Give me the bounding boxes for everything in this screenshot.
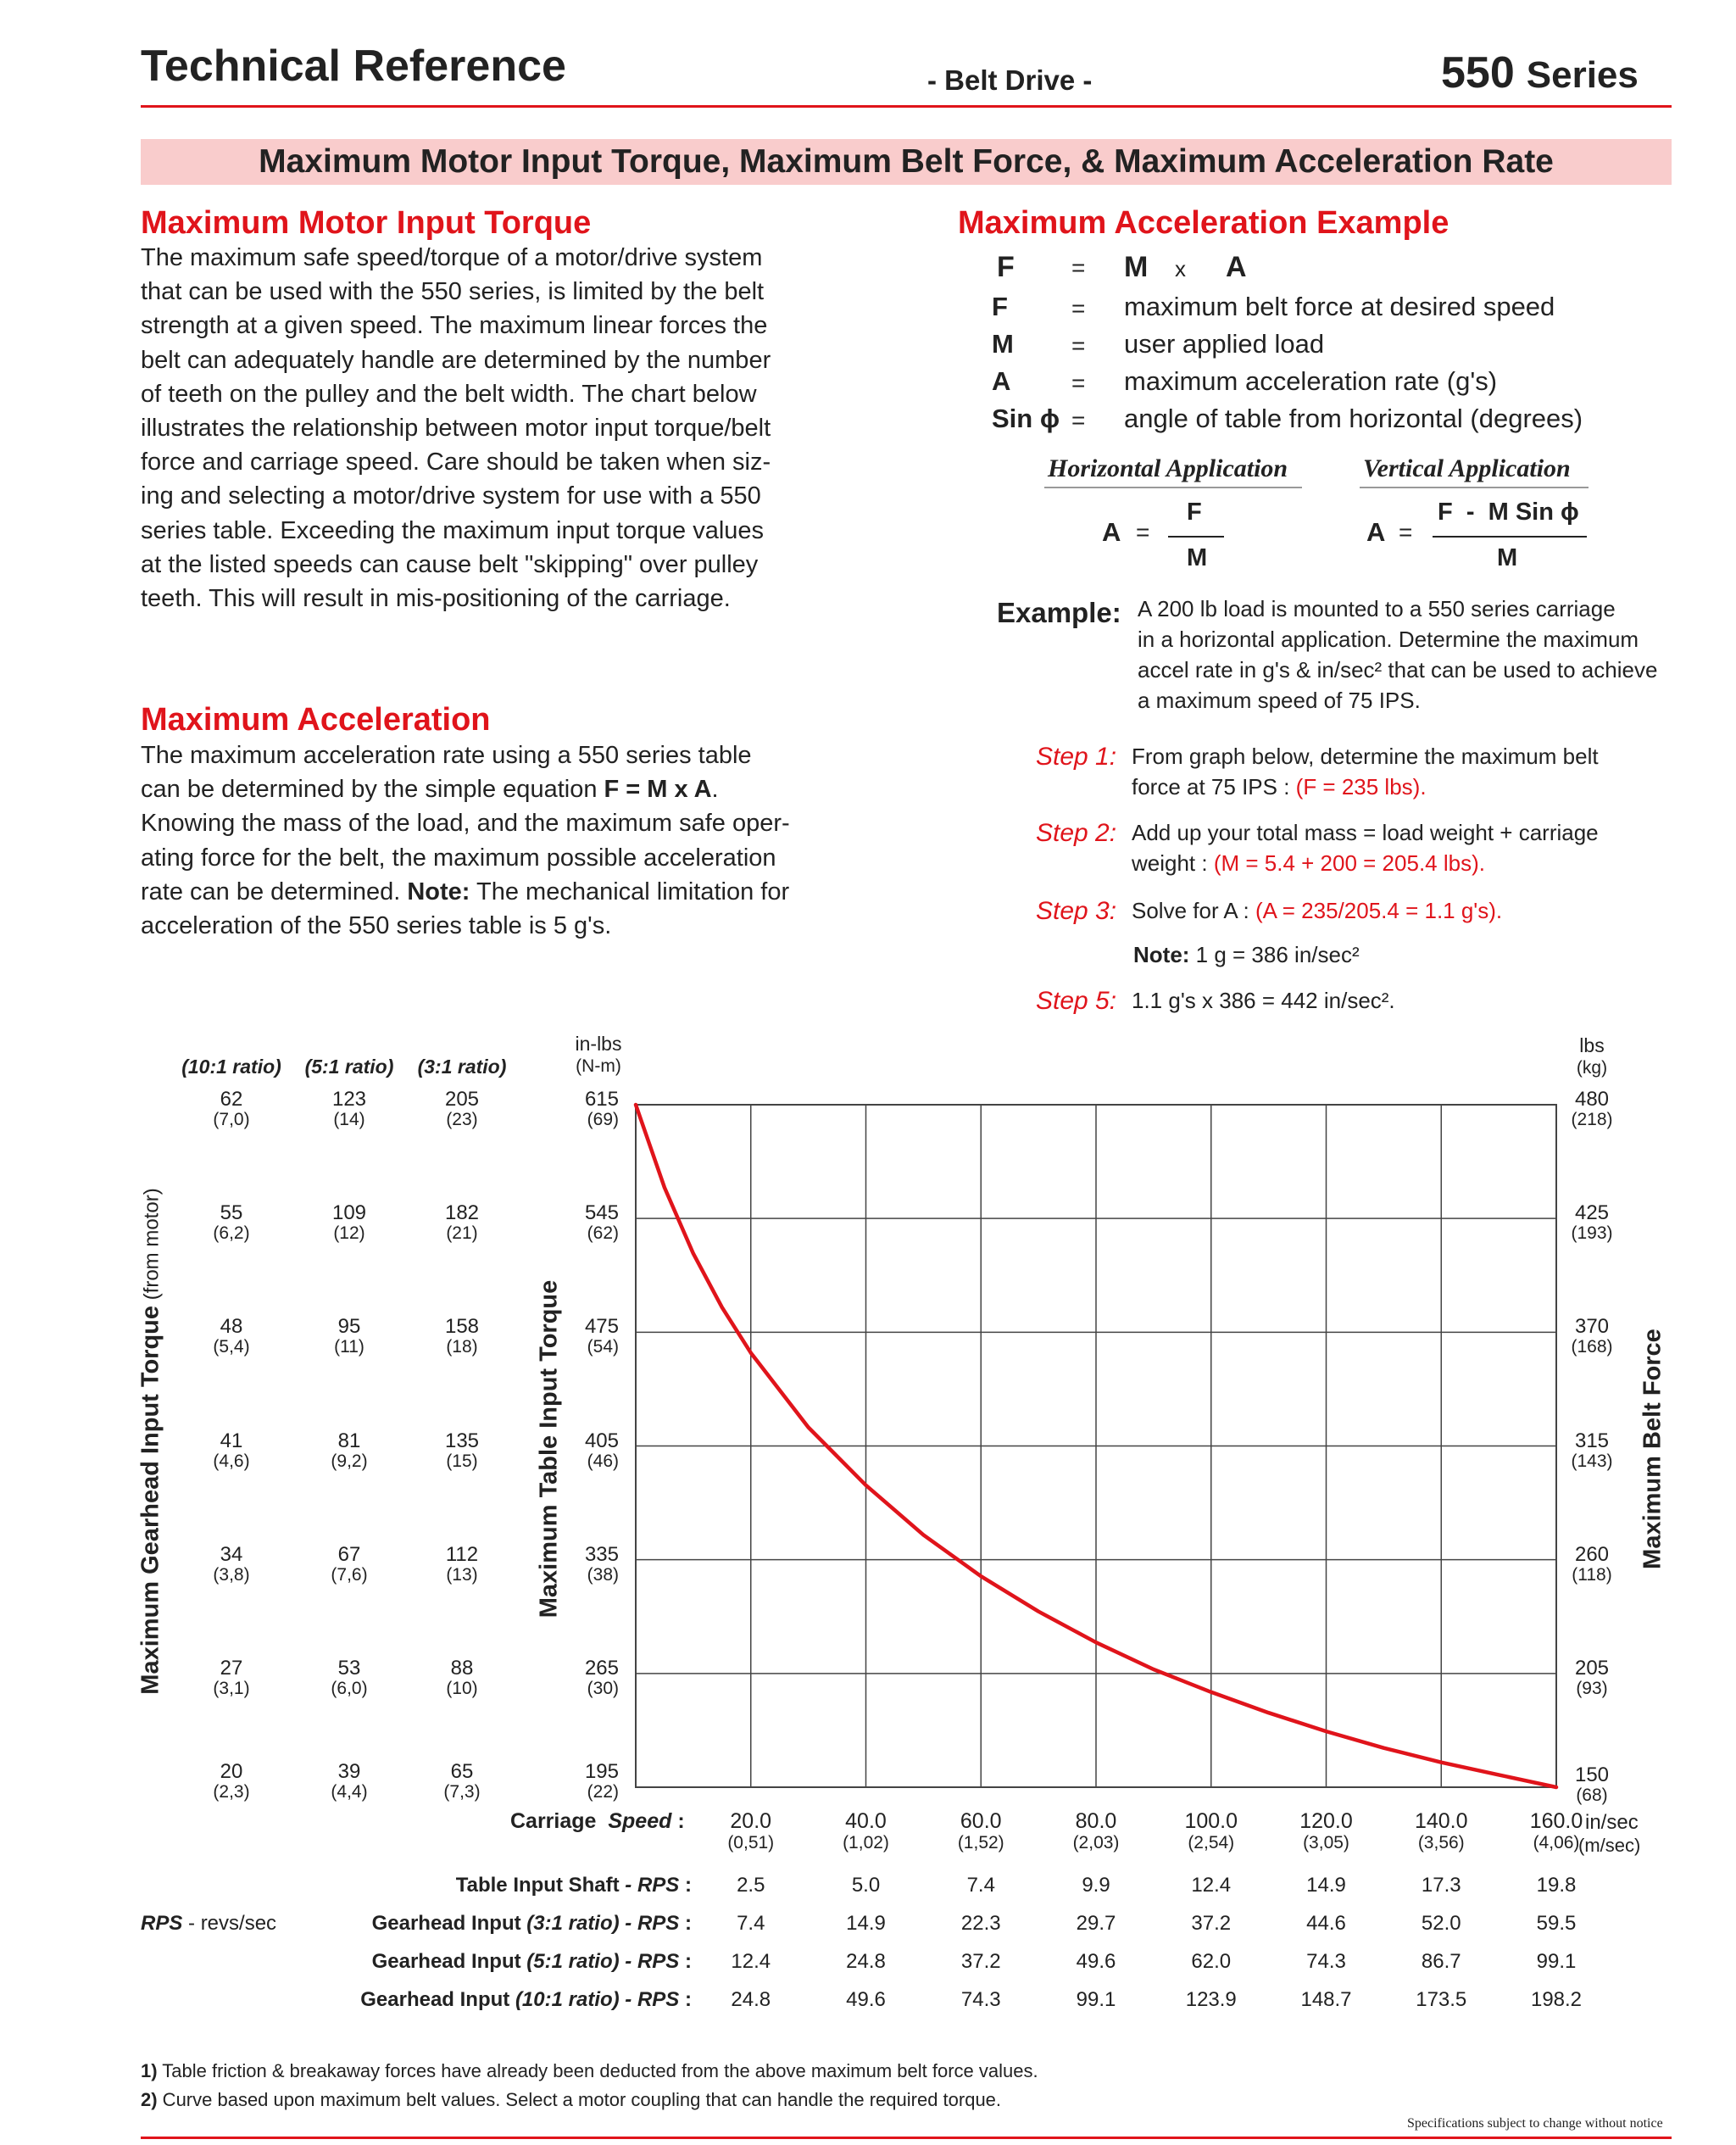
horizontal-app-title: Horizontal Application [1048, 454, 1288, 482]
eq-times: x [1175, 256, 1186, 281]
rps-value: 62.0 [1191, 1950, 1232, 1973]
para-line: force and carriage speed. Care should be taken when siz- [141, 448, 771, 476]
gearhead-torque-tick-sub: (3,1) [213, 1678, 250, 1698]
gearhead-torque-tick-sub: (6,2) [213, 1223, 250, 1244]
gearhead-torque-tick: 67 [337, 1542, 361, 1566]
ratio-column-header: (5:1 ratio) [304, 1056, 394, 1078]
right-unit: lbs [1579, 1034, 1605, 1056]
rps-value: 2.5 [737, 1874, 765, 1897]
def-symbol: F [992, 292, 1008, 321]
acceleration-heading: Maximum Acceleration [141, 702, 491, 738]
gearhead-torque-tick-sub: (13) [446, 1564, 478, 1585]
gearhead-torque-tick: 34 [220, 1542, 243, 1566]
horiz-lhs: A [1102, 517, 1121, 547]
gearhead-torque-tick: 27 [220, 1656, 243, 1680]
inner-torque-tick-sub: (30) [587, 1678, 619, 1698]
rps-value: 24.8 [731, 1988, 771, 2011]
gearhead-torque-tick-sub: (3,8) [213, 1564, 250, 1585]
gearhead-torque-tick-sub: (12) [333, 1223, 365, 1244]
rps-value: 19.8 [1536, 1874, 1577, 1897]
rps-value: 17.3 [1421, 1874, 1461, 1897]
belt-force-tick: 150 [1574, 1763, 1610, 1786]
speed-unit: in/sec [1585, 1811, 1639, 1834]
note-label: Note: [1133, 942, 1190, 967]
gearhead-torque-tick: 48 [220, 1315, 243, 1339]
def-symbol: A [992, 366, 1011, 396]
rps-note: RPS - revs/sec [141, 1912, 277, 1935]
step-5-label: Step 5: [1036, 987, 1117, 1015]
inner-torque-tick-sub: (69) [587, 1110, 619, 1129]
x-axis-label: Carriage Speed : [510, 1809, 685, 1833]
rps-value: 49.6 [846, 1988, 886, 2011]
gearhead-torque-tick: 20 [220, 1760, 243, 1783]
banner-title: Maximum Motor Input Torque, Maximum Belt Force, & Maximum Acceleration Rate [141, 139, 1672, 185]
step-2-result: (M = 5.4 + 200 = 205.4 lbs). [1213, 850, 1485, 876]
inner-torque-tick-sub: (54) [587, 1337, 619, 1357]
speed-tick-sub: (2,03) [1072, 1833, 1120, 1852]
eq-a: A [1226, 251, 1247, 283]
belt-force-tick-sub: (218) [1571, 1110, 1613, 1129]
belt-force-tick-sub: (93) [1576, 1678, 1608, 1698]
step-5-text: 1.1 g's x 386 = 442 in/sec². [1132, 988, 1395, 1013]
vert-denominator: M [1497, 544, 1518, 571]
belt-force-tick: 425 [1574, 1201, 1610, 1225]
gearhead-torque-tick: 205 [444, 1088, 480, 1111]
rps-value: 59.5 [1536, 1912, 1577, 1935]
eq-f: F [997, 251, 1015, 283]
gearhead-torque-tick: 55 [220, 1201, 243, 1225]
gearhead-torque-tick-sub: (18) [446, 1337, 478, 1357]
gearhead-torque-axis-title: Maximum Gearhead Input Torque (from motor) [136, 1188, 164, 1695]
ratio-column-header: (3:1 ratio) [417, 1056, 507, 1078]
para-line: strength at a given speed. The maximum linear forces the [141, 312, 768, 340]
belt-force-tick-sub: (168) [1571, 1337, 1613, 1357]
gearhead-torque-tick-sub: (15) [446, 1451, 478, 1471]
vert-equals: = [1399, 519, 1413, 545]
para-line: series table. Exceeding the maximum input torque values [141, 516, 765, 544]
horiz-equals: = [1136, 519, 1150, 545]
para-line: rate can be determined. Note: The mechanical limitation for [141, 878, 790, 905]
rps-value: 99.1 [1076, 1988, 1116, 2011]
gearhead-torque-tick-sub: (4,4) [331, 1782, 368, 1802]
rps-value: 29.7 [1076, 1912, 1116, 1935]
inner-torque-tick: 335 [584, 1542, 619, 1566]
para-line: at the listed speeds can cause belt "skipping" over pulley [141, 550, 759, 578]
belt-force-tick: 370 [1574, 1315, 1610, 1339]
gearhead-torque-tick: 135 [444, 1429, 480, 1452]
step-3-text: Solve for A : (A = 235/205.4 = 1.1 g's). [1132, 898, 1503, 923]
torque-heading: Maximum Motor Input Torque [141, 205, 592, 241]
gearhead-torque-tick: 88 [450, 1656, 474, 1680]
def-equals: = [1071, 407, 1086, 433]
vertical-app-title: Vertical Application [1363, 454, 1571, 482]
series-word: Series [1526, 54, 1639, 96]
belt-force-tick: 480 [1574, 1088, 1610, 1111]
para-line: of teeth on the pulley and the belt width. The chart below [141, 380, 757, 408]
step-1-text: From graph below, determine the maximum belt force at 75 IPS : (F = 235 lbs). [1132, 744, 1599, 800]
belt-force-tick: 205 [1574, 1656, 1610, 1680]
rps-value: 5.0 [851, 1874, 881, 1897]
rps-value: 74.3 [1306, 1950, 1346, 1973]
para-line: belt can adequately handle are determined by the number [141, 346, 771, 374]
equation-inline: F = M x A [604, 776, 712, 804]
gearhead-torque-tick-sub: (2,3) [213, 1782, 250, 1802]
belt-force-tick-sub: (143) [1571, 1451, 1613, 1471]
gearhead-torque-tick: 112 [445, 1542, 479, 1566]
note-label: Note: [407, 878, 470, 905]
step-1-result: (F = 235 lbs). [1295, 774, 1427, 800]
rps-value: 12.4 [731, 1950, 771, 1973]
rps-value: 74.3 [960, 1988, 1001, 2011]
speed-unit-sub: (m/sec) [1578, 1835, 1641, 1856]
spec-note: Specifications subject to change without notice [1407, 2116, 1663, 2131]
gearhead-torque-tick: 81 [337, 1429, 361, 1452]
def-equals: = [1071, 295, 1086, 321]
gearhead-torque-tick: 95 [337, 1315, 361, 1339]
right-unit-sub: (kg) [1576, 1058, 1608, 1078]
def-symbol: Sin ϕ [992, 404, 1060, 433]
rps-value: 49.6 [1076, 1950, 1116, 1973]
belt-force-axis-title: Maximum Belt Force [1639, 1329, 1666, 1569]
rps-value: 7.4 [737, 1912, 765, 1935]
rps-value: 148.7 [1300, 1988, 1352, 2011]
para-line: illustrates the relationship between motor input torque/belt [141, 415, 771, 443]
speed-tick-sub: (2,54) [1188, 1833, 1235, 1852]
speed-tick-sub: (1,02) [843, 1833, 889, 1852]
table-torque-axis-title: Maximum Table Input Torque [535, 1279, 563, 1618]
gearhead-torque-tick-sub: (7,3) [443, 1782, 481, 1802]
para-line: Knowing the mass of the load, and the maximum safe oper- [141, 810, 790, 838]
gearhead-torque-tick-sub: (10) [446, 1678, 478, 1698]
def-equals: = [1071, 332, 1086, 359]
footer-rule [141, 2137, 1672, 2139]
def-text: angle of table from horizontal (degrees) [1124, 404, 1583, 433]
inner-torque-tick: 405 [584, 1429, 619, 1452]
step-2-text: Add up your total mass = load weight + carriage weight : (M = 5.4 + 200 = 205.4 lbs). [1132, 820, 1599, 876]
inner-unit: in-lbs [575, 1033, 622, 1055]
gearhead-torque-tick-sub: (9,2) [331, 1451, 368, 1471]
speed-tick: 80.0 [1075, 1809, 1117, 1833]
gearhead-torque-tick: 65 [450, 1760, 474, 1783]
page-title: Technical Reference [141, 42, 566, 91]
def-symbol: M [992, 329, 1014, 359]
speed-tick-sub: (0,51) [727, 1833, 775, 1852]
rps-value: 86.7 [1421, 1950, 1461, 1973]
note-line: Note: 1 g = 386 in/sec² [1133, 942, 1360, 967]
para-line: ing and selecting a motor/drive system for use with a 550 [141, 482, 761, 510]
belt-force-tick: 315 [1574, 1429, 1610, 1452]
inner-torque-tick: 475 [584, 1315, 619, 1339]
para-line: The maximum acceleration rate using a 550 series table [141, 742, 752, 769]
para-line: The maximum safe speed/torque of a motor/drive system [141, 244, 763, 271]
speed-tick-sub: (3,05) [1303, 1833, 1349, 1852]
speed-tick-sub: (1,52) [957, 1833, 1004, 1852]
inner-torque-tick-sub: (62) [587, 1223, 619, 1244]
inner-torque-tick-sub: (22) [587, 1782, 619, 1802]
def-text: user applied load [1124, 329, 1325, 359]
gearhead-torque-tick-sub: (4,6) [213, 1451, 250, 1471]
para-line: that can be used with the 550 series, is limited by the belt [141, 278, 765, 306]
speed-tick-sub: (3,56) [1417, 1833, 1465, 1852]
rps-value: 37.2 [1191, 1912, 1232, 1935]
gearhead-torque-tick: 41 [220, 1429, 243, 1452]
vert-lhs: A [1366, 517, 1386, 547]
rps-row-label: Gearhead Input (10:1 ratio) - RPS : [360, 1988, 692, 2011]
def-text: maximum belt force at desired speed [1124, 292, 1555, 321]
gearhead-torque-tick-sub: (23) [446, 1110, 478, 1129]
speed-tick: 140.0 [1414, 1809, 1468, 1833]
rps-value: 198.2 [1530, 1988, 1583, 2011]
gearhead-torque-tick-sub: (14) [333, 1110, 365, 1129]
def-text: maximum acceleration rate (g's) [1124, 366, 1498, 396]
belt-force-tick-sub: (68) [1576, 1786, 1608, 1805]
horiz-numerator: F [1187, 499, 1202, 526]
footnotes [141, 2057, 1038, 2114]
gearhead-torque-tick: 39 [337, 1760, 361, 1783]
section-subtitle: - Belt Drive - [927, 64, 1093, 96]
gearhead-torque-tick: 158 [444, 1315, 480, 1339]
step-1-label: Step 1: [1036, 743, 1117, 771]
example-line: in a horizontal application. Determine the maximum [1138, 627, 1639, 652]
rps-value: 123.9 [1185, 1988, 1237, 2011]
speed-tick: 100.0 [1184, 1809, 1238, 1833]
gearhead-torque-tick-sub: (7,6) [331, 1564, 368, 1585]
rps-value: 9.9 [1082, 1874, 1110, 1897]
rps-value: 173.5 [1416, 1988, 1467, 2011]
example-heading: Maximum Acceleration Example [958, 205, 1449, 241]
eq-m: M [1124, 251, 1149, 283]
step-3-result: (A = 235/205.4 = 1.1 g's). [1255, 898, 1503, 923]
gearhead-torque-tick: 123 [331, 1088, 367, 1111]
gearhead-torque-tick: 53 [337, 1656, 361, 1680]
inner-torque-tick-sub: (38) [587, 1564, 619, 1585]
rps-row-label: Gearhead Input (3:1 ratio) - RPS : [371, 1912, 692, 1935]
para-line: teeth. This will result in mis-positioning of the carriage. [141, 585, 731, 613]
speed-tick-sub: (4,06) [1533, 1833, 1580, 1852]
inner-torque-tick: 265 [584, 1656, 619, 1680]
speed-tick: 40.0 [845, 1809, 887, 1833]
horiz-denominator: M [1187, 544, 1208, 571]
speed-tick: 60.0 [960, 1809, 1002, 1833]
rps-value: 22.3 [960, 1912, 1001, 1935]
rps-value: 7.4 [966, 1874, 995, 1897]
example-line: A 200 lb load is mounted to a 550 series carriage [1138, 596, 1616, 621]
para-line: ating force for the belt, the maximum possible acceleration [141, 844, 776, 872]
inner-torque-tick: 195 [584, 1760, 619, 1783]
series-number: 550 [1441, 48, 1515, 98]
inner-torque-tick-sub: (46) [587, 1451, 619, 1471]
belt-force-tick-sub: (118) [1572, 1564, 1612, 1585]
gearhead-torque-tick-sub: (11) [334, 1337, 364, 1357]
rps-value: 24.8 [846, 1950, 886, 1973]
def-equals: = [1071, 370, 1086, 396]
rps-value: 99.1 [1536, 1950, 1577, 1973]
rps-row-label: Gearhead Input (5:1 ratio) - RPS : [371, 1950, 692, 1973]
speed-tick: 160.0 [1529, 1809, 1583, 1833]
rps-value: 52.0 [1421, 1912, 1461, 1935]
vert-numerator: F - M Sin ϕ [1438, 499, 1579, 526]
para-line: acceleration of the 550 series table is 5 g's. [141, 912, 612, 940]
gearhead-torque-tick-sub: (21) [446, 1223, 478, 1244]
rps-row-label: Table Input Shaft - RPS : [455, 1874, 692, 1897]
rps-value: 44.6 [1306, 1912, 1346, 1935]
gearhead-torque-tick-sub: (7,0) [213, 1110, 250, 1129]
step-2-label: Step 2: [1036, 819, 1117, 847]
example-label: Example: [997, 597, 1121, 628]
step-3-label: Step 3: [1036, 897, 1117, 925]
speed-tick: 20.0 [730, 1809, 772, 1833]
footnote-1: 1) Table friction & breakaway forces have already been deducted from the above maximum belt force values. [141, 2060, 1038, 2081]
inner-unit-sub: (N-m) [576, 1056, 621, 1076]
belt-force-tick: 260 [1574, 1542, 1610, 1566]
gearhead-torque-tick-sub: (6,0) [331, 1678, 368, 1698]
gearhead-torque-tick: 109 [331, 1201, 367, 1225]
gearhead-torque-tick: 62 [220, 1088, 243, 1111]
para-line: can be determined by the simple equation F = M x A. [141, 776, 719, 804]
example-line: accel rate in g's & in/sec² that can be used to achieve [1138, 657, 1658, 682]
eq-equals: = [1071, 254, 1086, 281]
ratio-column-header: (10:1 ratio) [181, 1056, 281, 1078]
rps-value: 12.4 [1191, 1874, 1232, 1897]
rps-value: 14.9 [846, 1912, 886, 1935]
gearhead-torque-tick: 182 [444, 1201, 480, 1225]
rps-value: 37.2 [960, 1950, 1001, 1973]
inner-torque-tick: 615 [584, 1088, 619, 1111]
rps-value: 14.9 [1306, 1874, 1346, 1897]
inner-torque-tick: 545 [584, 1201, 619, 1225]
gearhead-torque-tick-sub: (5,4) [213, 1337, 250, 1357]
belt-force-tick-sub: (193) [1571, 1223, 1613, 1244]
speed-tick: 120.0 [1299, 1809, 1353, 1833]
footnote-2: 2) Curve based upon maximum belt values. Select a motor coupling that can handle the required torque. [141, 2089, 1002, 2110]
example-line: a maximum speed of 75 IPS. [1138, 688, 1421, 713]
